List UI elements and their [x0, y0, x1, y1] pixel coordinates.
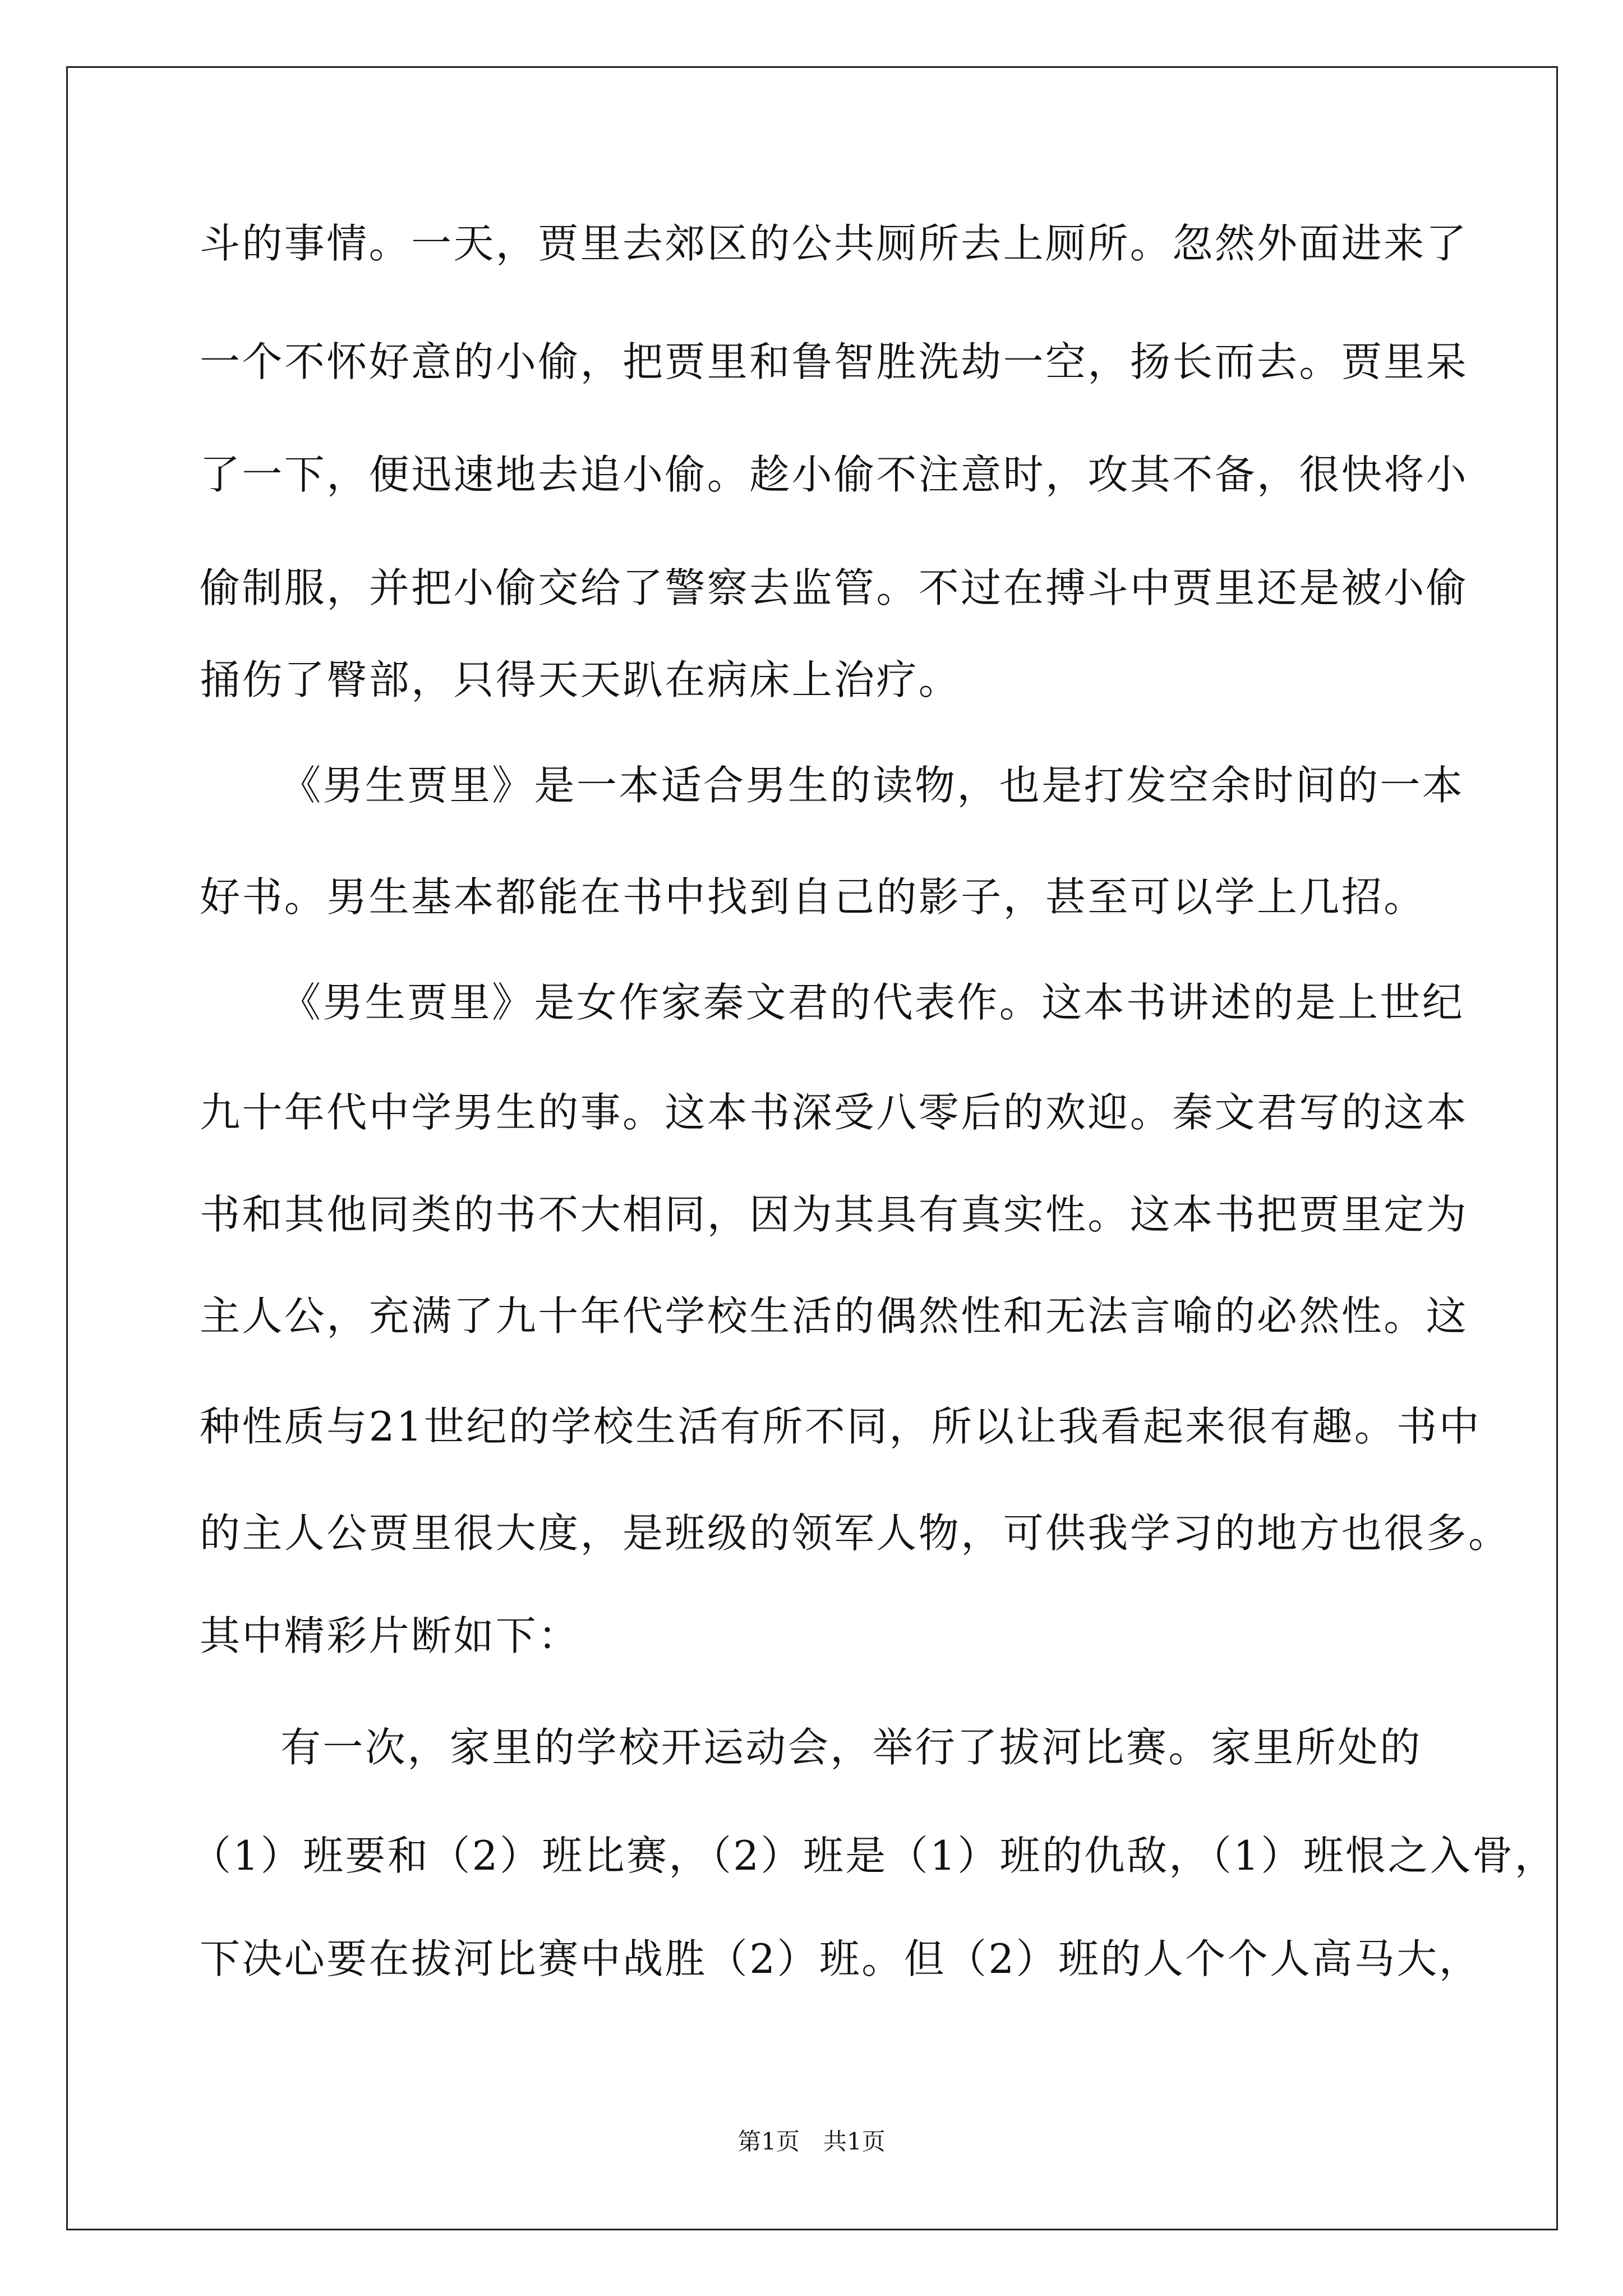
text-line: （1）班要和（2）班比赛，（2）班是（1）班的仇敌，（1）班恨之入骨，	[191, 1832, 1557, 1879]
text-line: 其中精彩片断如下：	[200, 1612, 580, 1659]
text-line: 一个不怀好意的小偷，把贾里和鲁智胜洗劫一空，扬长而去。贾里呆	[200, 338, 1469, 385]
text-line: 书和其他同类的书不大相同，因为其具有真实性。这本书把贾里定为	[200, 1191, 1469, 1238]
text-line: 九十年代中学男生的事。这本书深受八零后的欢迎。秦文君写的这本	[200, 1089, 1469, 1136]
text-line: 种性质与21世纪的学校生活有所不同，所以让我看起来很有趣。书中	[200, 1403, 1482, 1450]
text-line: 下决心要在拔河比赛中战胜（2）班。但（2）班的人个个人高马大，	[200, 1935, 1482, 1982]
paragraph-first-line: 《男生贾里》是一本适合男生的读物，也是打发空余时间的一本	[280, 762, 1465, 809]
text-line: 好书。男生基本都能在书中找到自己的影子，甚至可以学上几招。	[200, 873, 1426, 921]
text-line: 偷制服，并把小偷交给了警察去监管。不过在搏斗中贾里还是被小偷	[200, 564, 1469, 611]
text-line: 的主人公贾里很大度，是班级的领军人物，可供我学习的地方也很多。	[200, 1510, 1511, 1557]
paragraph-first-line: 有一次，家里的学校开运动会，举行了拔河比赛。家里所处的	[280, 1724, 1422, 1771]
page-border	[66, 66, 1558, 2230]
paragraph-first-line: 《男生贾里》是女作家秦文君的代表作。这本书讲述的是上世纪	[280, 979, 1465, 1026]
text-line: 主人公，充满了九十年代学校生活的偶然性和无法言喻的必然性。这	[200, 1292, 1469, 1340]
text-line: 斗的事情。一天，贾里去郊区的公共厕所去上厕所。忽然外面进来了	[200, 220, 1469, 267]
text-line: 了一下，便迅速地去追小偷。趁小偷不注意时，攻其不备，很快将小	[200, 451, 1469, 498]
page-number: 第1页 共1页	[737, 2128, 886, 2155]
text-line: 捅伤了臀部，只得天天趴在病床上治疗。	[200, 656, 961, 703]
